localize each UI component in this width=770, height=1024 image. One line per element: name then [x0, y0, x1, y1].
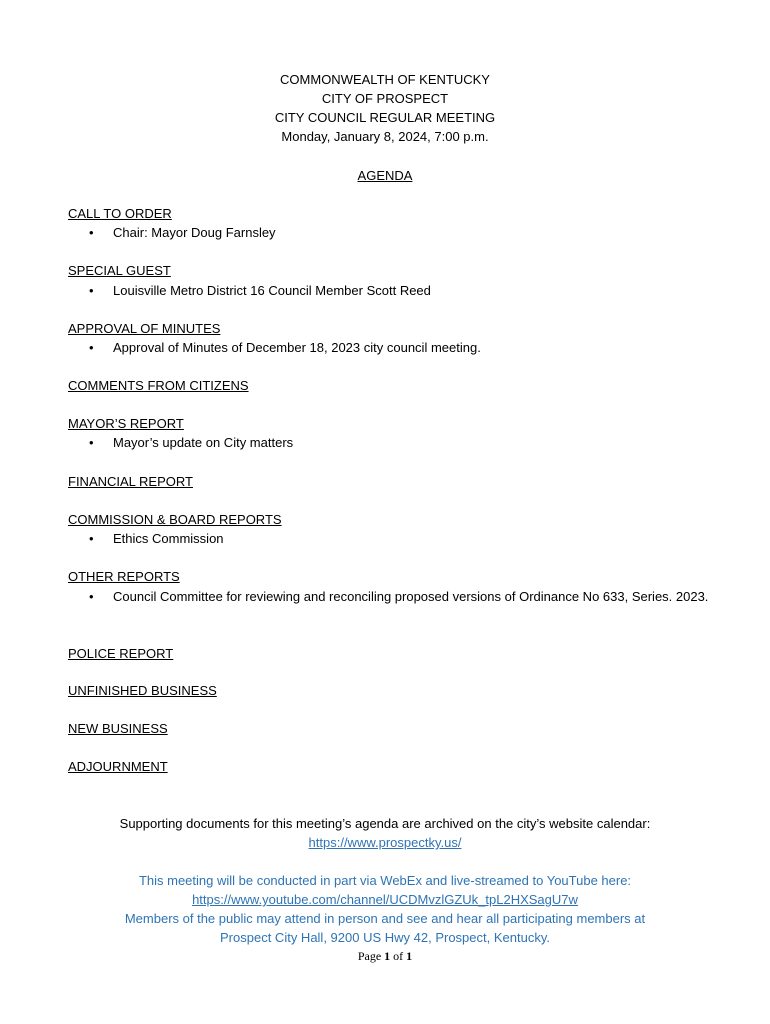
bullet-icon: • [89, 531, 94, 546]
bullet-icon: • [89, 283, 94, 298]
list-item-text: Chair: Mayor Doug Farnsley [113, 225, 276, 240]
document-header [0, 70, 770, 146]
list-item-text: Mayor’s update on City matters [113, 435, 294, 450]
section-mayors-report: MAYOR’S REPORT [68, 416, 184, 431]
section-financial-report: FINANCIAL REPORT [68, 474, 193, 489]
header-city: CITY OF PROSPECT [321, 91, 449, 106]
youtube-link[interactable]: https://www.youtube.com/channel/UCDMvzlGZUk_tpL2HXSagU7w [192, 892, 578, 907]
list-item-text: Louisville Metro District 16 Council Member Scott Reed [113, 283, 431, 298]
website-link[interactable]: https://www.prospectky.us/ [308, 835, 462, 850]
page-number-total: 1 [406, 949, 413, 963]
list-item-text: Approval of Minutes of December 18, 2023 city council meeting. [113, 340, 481, 355]
section-adjournment: ADJOURNMENT [68, 759, 168, 774]
header-meeting-type: CITY COUNCIL REGULAR MEETING [274, 110, 496, 125]
section-other-reports: OTHER REPORTS [68, 569, 180, 584]
section-unfinished-business: UNFINISHED BUSINESS [68, 683, 217, 698]
livestream-text: This meeting will be conducted in part via WebEx and live-streamed to YouTube here: [138, 873, 632, 888]
section-new-business: NEW BUSINESS [68, 721, 168, 736]
header-commonwealth: COMMONWEALTH OF KENTUCKY [280, 72, 490, 87]
youtube-link-line [0, 890, 770, 909]
page-number-current: 1 [384, 949, 391, 963]
list-item-text: Council Committee for reviewing and reconciling proposed versions of Ordinance No 633, Series. 2023. [113, 589, 709, 604]
list-item-text: Ethics Commission [113, 531, 224, 546]
bullet-icon: • [89, 225, 94, 240]
agenda-title: AGENDA [357, 168, 413, 183]
header-date-time: Monday, January 8, 2024, 7:00 p.m. [281, 129, 489, 144]
section-comments-from-citizens: COMMENTS FROM CITIZENS [68, 378, 249, 393]
supporting-documents-text: Supporting documents for this meeting’s agenda are archived on the city’s website calendar: [119, 816, 651, 831]
page-number [0, 948, 770, 964]
bullet-icon: • [89, 435, 94, 450]
bullet-icon: • [89, 340, 94, 355]
section-special-guest: SPECIAL GUEST [68, 263, 171, 278]
section-commission-board-reports: COMMISSION & BOARD REPORTS [68, 512, 282, 527]
page-number-prefix: Page [357, 949, 385, 963]
section-approval-of-minutes: APPROVAL OF MINUTES [68, 321, 221, 336]
website-link-line [0, 833, 770, 852]
public-attendance-text-1: Members of the public may attend in person and see and hear all participating members at [124, 911, 646, 926]
section-call-to-order: CALL TO ORDER [68, 206, 172, 221]
page-number-middle: of [390, 949, 407, 963]
public-attendance-text-2: Prospect City Hall, 9200 US Hwy 42, Prospect, Kentucky. [220, 930, 550, 945]
bullet-icon: • [89, 589, 94, 604]
section-police-report: POLICE REPORT [68, 646, 174, 661]
